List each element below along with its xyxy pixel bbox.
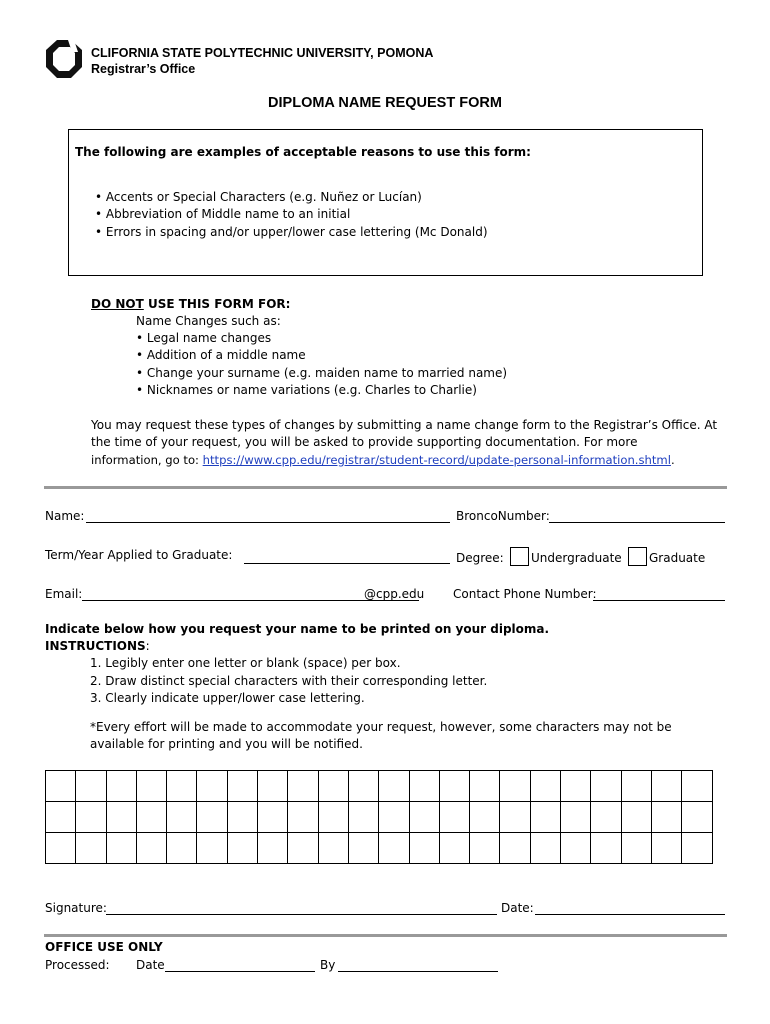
- letter-box[interactable]: [76, 802, 106, 833]
- registrar-office: Registrar’s Office: [91, 62, 196, 76]
- letter-box[interactable]: [167, 833, 197, 864]
- letter-box[interactable]: [651, 771, 681, 802]
- degree-label: Degree:: [456, 551, 504, 565]
- letter-box[interactable]: [288, 802, 318, 833]
- acceptable-item: • Accents or Special Characters (e.g. Nuñez or Lucían): [95, 190, 422, 204]
- letter-box[interactable]: [167, 771, 197, 802]
- letter-box[interactable]: [197, 802, 227, 833]
- instructions-title: INSTRUCTIONS: [45, 639, 146, 653]
- letter-box[interactable]: [439, 802, 469, 833]
- name-field[interactable]: [86, 522, 450, 523]
- undergraduate-checkbox[interactable]: [510, 547, 529, 566]
- letter-box[interactable]: [439, 771, 469, 802]
- diploma-name-letter-grid: [45, 770, 713, 864]
- office-use-heading: OFFICE USE ONLY: [45, 940, 163, 954]
- cpp-octagon-logo-icon: [44, 38, 84, 80]
- letter-box[interactable]: [379, 771, 409, 802]
- form-title: DIPLOMA NAME REQUEST FORM: [268, 95, 502, 111]
- not-for-item: • Change your surname (e.g. maiden name to married name): [136, 366, 508, 380]
- do-not-emphasis: DO NOT: [91, 297, 144, 311]
- letter-box[interactable]: [591, 802, 621, 833]
- letter-box[interactable]: [76, 833, 106, 864]
- instruction-step: 2. Draw distinct special characters with their corresponding letter.: [90, 674, 488, 688]
- letter-box[interactable]: [591, 771, 621, 802]
- signature-date-label: Date:: [501, 901, 534, 915]
- name-changes-subheading: Name Changes such as:: [136, 314, 281, 328]
- bronco-number-label: BroncoNumber:: [456, 509, 550, 523]
- letter-box[interactable]: [561, 771, 591, 802]
- graduate-label: Graduate: [649, 551, 706, 565]
- letter-box[interactable]: [288, 771, 318, 802]
- letter-box[interactable]: [106, 802, 136, 833]
- letter-box[interactable]: [500, 771, 530, 802]
- instruction-step: 3. Clearly indicate upper/lower case lettering.: [90, 691, 365, 705]
- letter-box[interactable]: [621, 833, 651, 864]
- office-date-label: Date: [136, 958, 165, 972]
- letter-box[interactable]: [561, 802, 591, 833]
- letter-box[interactable]: [46, 833, 76, 864]
- letter-box[interactable]: [197, 833, 227, 864]
- letter-box[interactable]: [318, 771, 348, 802]
- letter-grid-row: [46, 833, 713, 864]
- graduate-checkbox[interactable]: [628, 547, 647, 566]
- do-not-heading-rest: USE THIS FORM FOR:: [143, 297, 291, 311]
- letter-box[interactable]: [136, 802, 166, 833]
- letter-grid-row: [46, 771, 713, 802]
- section-divider: [44, 486, 727, 489]
- letter-box[interactable]: [409, 833, 439, 864]
- letter-box[interactable]: [318, 833, 348, 864]
- acceptable-item: • Abbreviation of Middle name to an initial: [95, 207, 351, 221]
- acceptable-heading: The following are examples of acceptable reasons to use this form:: [75, 145, 531, 159]
- letter-box[interactable]: [348, 802, 378, 833]
- letter-box[interactable]: [136, 771, 166, 802]
- info-prefix: information, go to:: [91, 453, 203, 467]
- letter-box[interactable]: [651, 833, 681, 864]
- letter-box[interactable]: [258, 802, 288, 833]
- letter-box[interactable]: [470, 833, 500, 864]
- update-info-link[interactable]: https://www.cpp.edu/registrar/student-record/update-personal-information.shtml: [202, 453, 671, 467]
- office-date-field[interactable]: [165, 971, 315, 972]
- letter-box[interactable]: [227, 802, 257, 833]
- letter-box[interactable]: [530, 833, 560, 864]
- letter-box[interactable]: [682, 771, 712, 802]
- instructions-heading: [45, 639, 150, 653]
- letter-grid-row: [46, 802, 713, 833]
- name-label: Name:: [45, 509, 85, 523]
- info-line: You may request these types of changes by submitting a name change form to the Registrar’s Office. At: [91, 418, 718, 432]
- letter-box[interactable]: [227, 833, 257, 864]
- letter-box[interactable]: [348, 833, 378, 864]
- letter-box[interactable]: [439, 833, 469, 864]
- letter-box[interactable]: [167, 802, 197, 833]
- letter-box[interactable]: [46, 802, 76, 833]
- info-line: [91, 453, 675, 467]
- office-by-label: By: [320, 958, 336, 972]
- acceptable-item: • Errors in spacing and/or upper/lower case lettering (Mc Donald): [95, 225, 488, 239]
- not-for-item: • Legal name changes: [136, 331, 272, 345]
- office-by-field[interactable]: [338, 971, 498, 972]
- letter-box[interactable]: [318, 802, 348, 833]
- term-year-field[interactable]: [244, 563, 450, 564]
- letter-box[interactable]: [197, 771, 227, 802]
- letter-box[interactable]: [621, 771, 651, 802]
- phone-field[interactable]: [593, 600, 725, 601]
- email-domain: @cpp.edu: [364, 587, 425, 601]
- letter-box[interactable]: [530, 771, 560, 802]
- bronco-number-field[interactable]: [549, 522, 725, 523]
- not-for-item: • Addition of a middle name: [136, 348, 306, 362]
- letter-box[interactable]: [651, 802, 681, 833]
- letter-box[interactable]: [591, 833, 621, 864]
- availability-note: *Every effort will be made to accommodate your request, however, some characters may not be: [90, 720, 672, 734]
- info-line: the time of your request, you will be asked to provide supporting documentation. For more: [91, 435, 638, 449]
- indicate-heading: Indicate below how you request your name to be printed on your diploma.: [45, 622, 550, 636]
- undergraduate-label: Undergraduate: [531, 551, 622, 565]
- letter-box[interactable]: [106, 771, 136, 802]
- letter-box[interactable]: [76, 771, 106, 802]
- letter-box[interactable]: [409, 771, 439, 802]
- letter-box[interactable]: [46, 771, 76, 802]
- letter-box[interactable]: [379, 802, 409, 833]
- letter-box[interactable]: [682, 833, 712, 864]
- letter-box[interactable]: [258, 771, 288, 802]
- phone-label: Contact Phone Number:: [453, 587, 597, 601]
- letter-box[interactable]: [227, 771, 257, 802]
- info-suffix: .: [670, 453, 675, 467]
- letter-box[interactable]: [470, 771, 500, 802]
- do-not-heading: [91, 297, 290, 311]
- letter-box[interactable]: [500, 802, 530, 833]
- instructions-colon: :: [145, 639, 150, 653]
- letter-box[interactable]: [348, 771, 378, 802]
- letter-box[interactable]: [561, 833, 591, 864]
- instruction-step: 1. Legibly enter one letter or blank (space) per box.: [90, 656, 401, 670]
- processed-label: Processed:: [45, 958, 110, 972]
- university-name: CLIFORNIA STATE POLYTECHNIC UNIVERSITY, POMONA: [91, 46, 434, 60]
- letter-box[interactable]: [409, 802, 439, 833]
- signature-label: Signature:: [45, 901, 107, 915]
- availability-note: available for printing and you will be notified.: [90, 737, 363, 751]
- letter-box[interactable]: [106, 833, 136, 864]
- letter-box[interactable]: [530, 802, 560, 833]
- letter-box[interactable]: [258, 833, 288, 864]
- signature-field[interactable]: [106, 914, 497, 915]
- letter-box[interactable]: [470, 802, 500, 833]
- letter-box[interactable]: [500, 833, 530, 864]
- signature-date-field[interactable]: [535, 914, 725, 915]
- email-label: Email:: [45, 587, 83, 601]
- letter-box[interactable]: [136, 833, 166, 864]
- letter-box[interactable]: [682, 802, 712, 833]
- office-divider: [44, 934, 727, 937]
- letter-box[interactable]: [379, 833, 409, 864]
- letter-box[interactable]: [288, 833, 318, 864]
- letter-box[interactable]: [621, 802, 651, 833]
- not-for-item: • Nicknames or name variations (e.g. Charles to Charlie): [136, 383, 477, 397]
- term-year-label: Term/Year Applied to Graduate:: [45, 548, 233, 562]
